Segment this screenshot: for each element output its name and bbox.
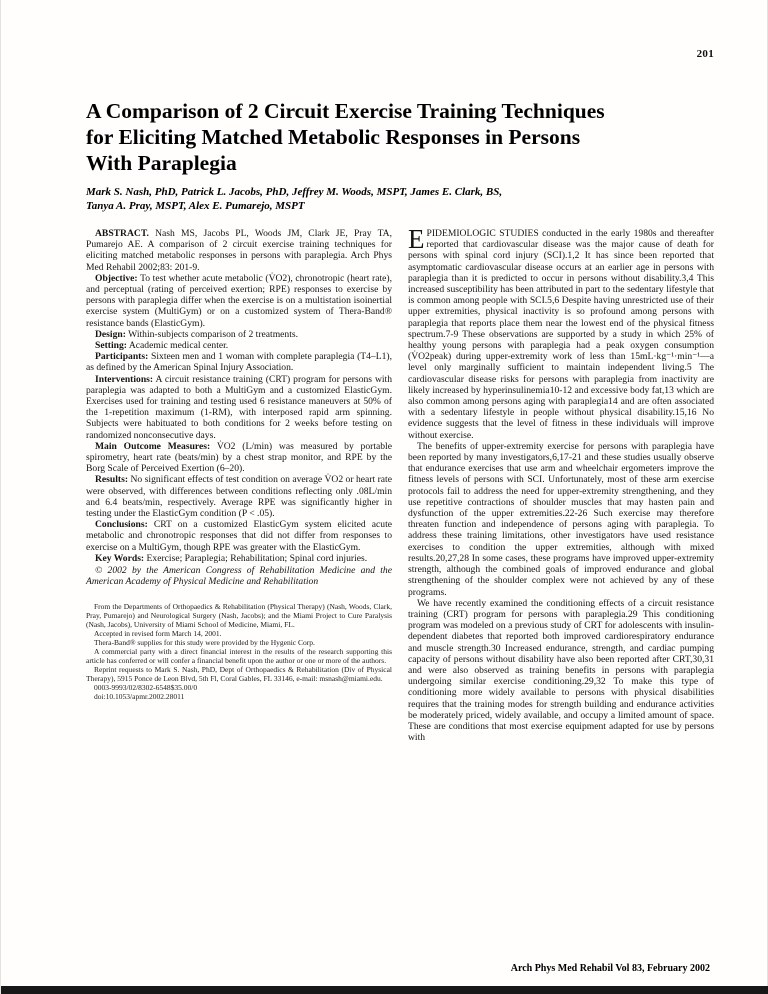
abstract-results: [86, 474, 392, 519]
abstract-setting-text: Academic medical center.: [128, 340, 229, 352]
abstract-setting: [86, 340, 392, 351]
footnote-issn: 0003-9993/02/8302-6548$35.00/0: [94, 682, 198, 692]
author-line: Mark S. Nash, PhD, Patrick L. Jacobs, PhD, Jeffrey M. Woods, MSPT, James E. Clark, BS,: [86, 186, 503, 198]
copyright-notice: © 2002 by the American Congress of Rehabilitation Medicine and the American Academy of Physical Medicine and Rehabilitation: [86, 565, 392, 588]
footnote-affiliations: From the Departments of Orthopaedics & Rehabilitation (Physical Therapy) (Nash, Woods, Clark, Pray, Pumarejo) and Neurological Surgery (Nash, Jacobs); and the Miami Project to Cure Paralysis (Nash, Jacobs), University of Miami School of Medicine, Miami, FL.: [86, 601, 392, 629]
intro-paragraph-1: [408, 224, 714, 441]
dropcap-letter: E: [408, 224, 425, 254]
right-column: [408, 224, 714, 744]
abstract-outcome-measures-text: V̇O2 (L/min) was measured by portable spirometry, heart rate (beats/min) by a chest strap monitor, and RPE by the Borg Scale of Perceived Exertion (6–20).: [86, 440, 392, 475]
abstract-design-text: Within-subjects comparison of 2 treatments.: [128, 328, 299, 340]
author-line: Tanya A. Pray, MSPT, Alex E. Pumarejo, MSPT: [86, 199, 305, 212]
abstract-interventions-text: A circuit resistance training (CRT) program for persons with paraplegia was adapted to both a MultiGym and a customized ElasticGym. Exercises used for training and testing used 6 resistance maneuvers at 50% of the 1-repetition maximum (1-RM), with interposed rapid arm spinning. Subjects were habituated to both conditions for 2 weeks before testing on randomized nonconsecutive days.: [86, 373, 392, 441]
abstract-results-text: No significant effects of test condition on average V̇O2 or heart rate were observed, with differences between conditions reflecting only .08L/min and 6.4 beats/min, respectively. Average RPE was significantly higher in testing under the ElasticGym condition (P < .05).: [86, 474, 392, 520]
intro-paragraph-1-text: PIDEMIOLOGIC STUDIES conducted in the early 1980s and thereafter reported that cardiovascular disease was the major cause of death for persons with spinal cord injury (SCI).1,2 It has since been reported that asymptomatic cardiovascular disease occurs at an earlier age in persons with paraplegia than it is predicted to occur in persons without disability.3,4 This increased susceptibility has been attributed in part to the sedentary lifestyle that is common among people with SCI.5,6 Despite having unrestricted use of their upper extremities, physical inactivity is so profound among persons with paraplegia that reports place them near the lowest end of the physical fitness spectrum.7-9 These observations are supported by a study in which 25% of healthy young persons with paraplegia had a peak oxygen consumption (V̇O2peak) during upper-extremity work of less than 15mL·kg⁻¹·min⁻¹—a level only marginally sufficient to maintain independent living.5 The cardiovascular disease risks for persons with paraplegia from inactivity are likely increased by hyperinsulinemia10-12 and excessive body fat,13 which are also common among persons aging with paraplegia14 and are often associated with a sedentary lifestyle in people without physical disability.15,16 No evidence suggests that the level of fitness in these individuals will improve without exercise.: [408, 228, 714, 441]
abstract-conclusions-label: Conclusions:: [95, 519, 148, 531]
abstract-citation-text: Nash MS, Jacobs PL, Woods JM, Clark JE, Pray TA, Pumarejo AE. A comparison of 2 circuit exercise training techniques for eliciting matched metabolic responses in persons with paraplegia. Arch Phys Med Rehabil 2002;83: 201-9.: [86, 228, 392, 273]
abstract-objective-label: Objective:: [95, 272, 138, 284]
footnote-reprints: Reprint requests to Mark S. Nash, PhD, Dept of Orthopaedics & Rehabilitation (Div of Physical Therapy), 5915 Ponce de Leon Blvd, 5th Fl, Coral Gables, FL 33146, e-mail: msnash@miami.edu.: [86, 664, 392, 683]
abstract-conclusions: [86, 519, 392, 553]
abstract-citation: [86, 228, 392, 273]
abstract-keywords: [86, 553, 392, 564]
two-column-body: [86, 224, 714, 744]
abstract-objective: [86, 273, 392, 329]
abstract-setting-label: Setting:: [95, 340, 127, 352]
abstract-outcome-measures-label: Main Outcome Measures:: [95, 440, 211, 452]
footnotes-block: [86, 602, 392, 701]
abstract-label: ABSTRACT.: [95, 228, 149, 239]
abstract-objective-text: To test whether acute metabolic (V̇O2), chronotropic (heart rate), and perceptual (rating of perceived exertion; RPE) responses to exercise by persons with paraplegia differ when the exercise is on a multistation isoinertial exercise system (MultiGym) or on a customized system of Thera-Band® resistance bands (ElasticGym).: [86, 272, 392, 329]
abstract-interventions-label: Interventions:: [95, 373, 154, 385]
page-content: [86, 48, 714, 743]
intro-paragraph-2: The benefits of upper-extremity exercise for persons with paraplegia have been reported by many investigators,6,17-21 and these studies usually observe that endurance exercises that use arm and wheelchair ergometers improve the fitness levels of persons with SCI. Unfortunately, most of these arm exercise protocols fail to address the need for upper-extremity strengthening, and they use repetitive contractions of shoulder muscles that may hasten pain and dysfunction of the upper extremities.22-26 Such exercise may therefore threaten function and independence of persons aging with paraplegia. To address these training limitations, other investigators have used resistance exercises to condition the upper extremities, although with mixed results.20,27,28 In some cases, these programs have improved upper-extremity strength, although the combined goals of improved endurance and global strengthening of the shoulder complex were not achieved by any of these programs.: [408, 440, 714, 598]
journal-footer: Arch Phys Med Rehabil Vol 83, February 2002: [510, 963, 710, 974]
article-title-line: for Eliciting Matched Metabolic Responses in Persons: [86, 125, 581, 149]
abstract-participants: [86, 351, 392, 373]
abstract-keywords-text: Exercise; Paraplegia; Rehabilitation; Spinal cord injuries.: [146, 552, 368, 564]
left-column: [86, 228, 392, 743]
page-number: 201: [696, 48, 714, 60]
intro-paragraph-3: We have recently examined the conditioning effects of a circuit resistance training (CRT) program for persons with paraplegia.29 This conditioning program was modeled on a previous study of CRT for adolescents with insulin-dependent diabetes that reported both improved cardiorespiratory endurance and muscle strength.30 Increased endurance, strength, and cardiac pumping capacity of persons without disability have also been reported after CRT,30,31 and were also observed as training benefits in persons with paraplegia undergoing similar exercise conditioning.29,32 To make this type of conditioning more widely available to persons with physical disabilities requires that the training modes for strength building and endurance activities be moderately priced, widely available, and occupy a limited amount of space. These are conditions that most exercise equipment adapted for use by persons with: [408, 597, 714, 744]
abstract-participants-text: Sixteen men and 1 woman with complete paraplegia (T4–L1), as defined by the American Spinal Injury Association.: [86, 351, 392, 374]
footnote-supplies: Thera-Band® supplies for this study were provided by the Hygenic Corp.: [94, 637, 315, 647]
footnote-disclosure: A commercial party with a direct financial interest in the results of the research supporting this article has conferred or will confer a financial benefit upon the author or one or more of the authors.: [86, 646, 392, 665]
article-title-line: With Paraplegia: [86, 151, 237, 175]
abstract-participants-label: Participants:: [95, 351, 149, 363]
abstract-conclusions-text: CRT on a customized ElasticGym system elicited acute metabolic and chronotropic responses that did not differ from responses to exercise on a MultiGym, though RPE was greater with the ElasticGym.: [86, 519, 392, 553]
abstract-results-label: Results:: [95, 474, 129, 486]
abstract-design-label: Design:: [95, 328, 126, 340]
abstract-design: [86, 329, 392, 340]
article-title-line: A Comparison of 2 Circuit Exercise Training Techniques: [86, 99, 605, 123]
abstract-keywords-label: Key Words:: [95, 552, 145, 564]
viewer-progress-bar: [1, 986, 768, 994]
abstract-interventions: [86, 374, 392, 441]
article-authors: [86, 186, 714, 213]
footnote-accepted: Accepted in revised form March 14, 2001.: [94, 628, 222, 638]
abstract-outcome-measures: [86, 441, 392, 475]
article-title: [86, 98, 714, 176]
footnote-doi: doi:10.1053/apmr.2002.28011: [94, 691, 185, 701]
